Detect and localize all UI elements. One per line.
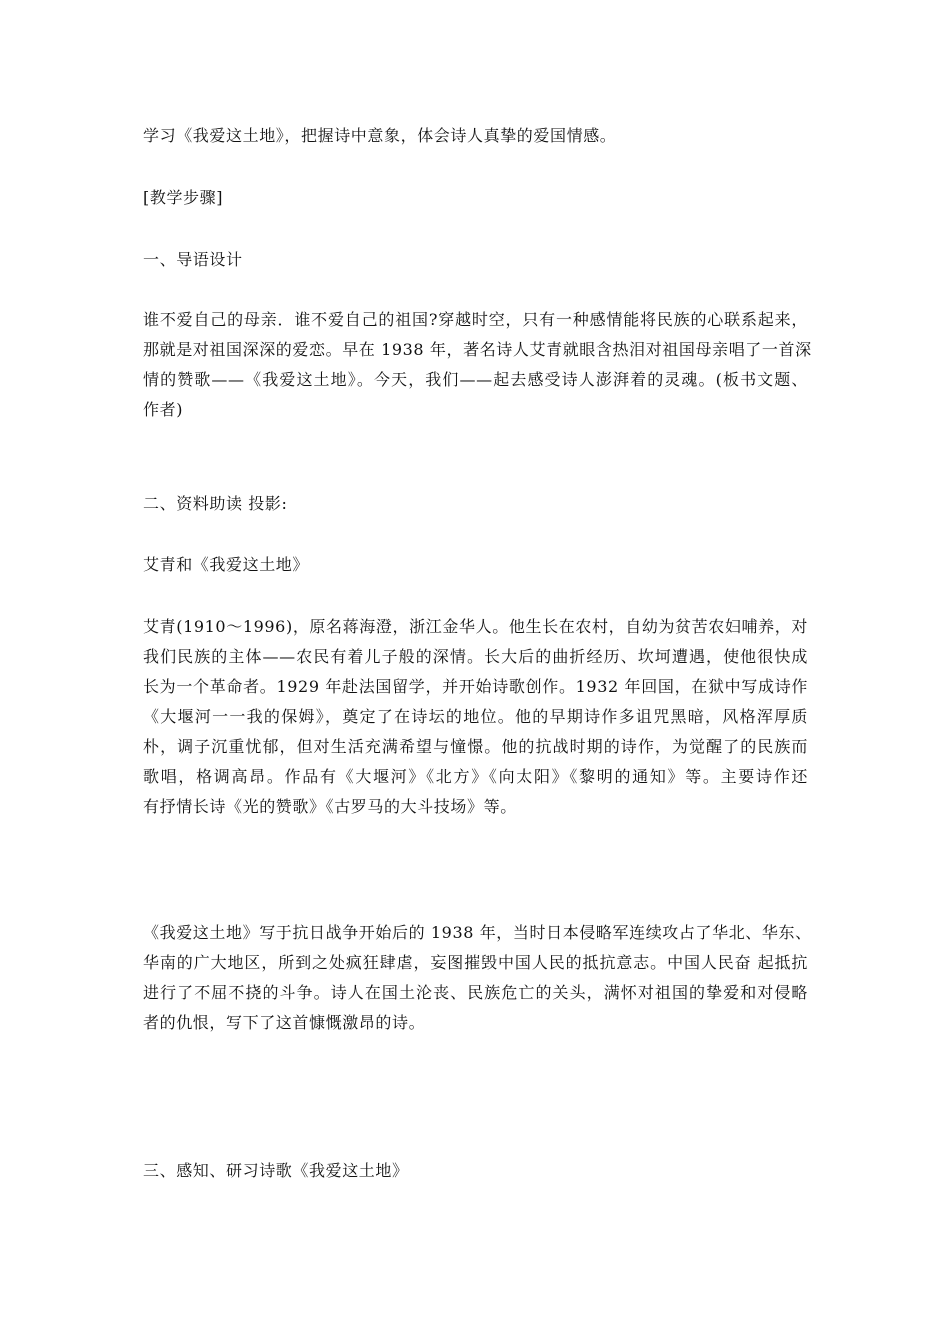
section1-heading: [143, 245, 808, 275]
paragraph-line: 《大堰河一一我的保姆》，奠定了在诗坛的地位。他的早期诗作多诅咒黑暗，风格浑厚质: [143, 707, 808, 726]
steps-heading: [143, 183, 808, 213]
paragraph-line: 长为一个革命者。1929 年赴法国留学，并开始诗歌创作。1932 年回国，在狱中写成诗作: [143, 677, 808, 696]
paragraph-line: 《我爱这土地》写于抗日战争开始后的 1938 年，当时日本侵略军连续攻占了华北、华东、: [143, 923, 812, 942]
author-bio-paragraph: [143, 612, 808, 822]
paragraph-line: 谁不爱自己的母亲．谁不爱自己的祖国?穿越时空，只有一种感情能将民族的心联系起来，: [143, 310, 808, 329]
section2-subheading-text: 艾青和《我爱这土地》: [143, 555, 310, 574]
section2-subheading: [143, 550, 808, 580]
paragraph-line: 我们民族的主体——农民有着儿子般的深情。长大后的曲折经历、坎坷遭遇，使他很快成: [143, 647, 808, 666]
poem-background-paragraph: [143, 918, 812, 1038]
paragraph-line: 有抒情长诗《光的赞歌》《古罗马的大斗技场》等。: [143, 797, 517, 816]
section1-paragraph: [143, 305, 812, 425]
paragraph-line: 作者): [143, 400, 184, 419]
paragraph-line: 歌唱，格调高昂。作品有《大堰河》《北方》《向太阳》《黎明的通知》等。主要诗作还: [143, 767, 808, 786]
paragraph-line: 情的赞歌——《我爱这土地》。今天，我们——起去感受诗人澎湃着的灵魂。(板书文题、: [143, 370, 808, 389]
paragraph-line: 进行了不屈不挠的斗争。诗人在国土沦丧、民族危亡的关头，满怀对祖国的挚爱和对侵略: [143, 983, 808, 1002]
paragraph-line: 艾青(1910～1996)，原名蒋海澄，浙江金华人。他生长在农村，自幼为贫苦农妇哺养，对: [143, 617, 808, 636]
section3-heading: [143, 1156, 808, 1186]
teaching-objective: [143, 121, 808, 151]
paragraph-line: 华南的广大地区，所到之处疯狂肆虐，妄图摧毁中国人民的抵抗意志。中国人民奋 起抵抗: [143, 953, 808, 972]
paragraph-line: 那就是对祖国深深的爱恋。早在 1938 年，著名诗人艾青就眼含热泪对祖国母亲唱了一首深: [143, 340, 812, 359]
objective-text: 学习《我爱这土地》，把握诗中意象，体会诗人真挚的爱国情感。: [143, 126, 617, 145]
section2-heading: [143, 489, 808, 519]
section3-heading-text: 三、感知、研习诗歌《我爱这土地》: [143, 1161, 409, 1180]
steps-heading-text: [教学步骤]: [143, 188, 224, 207]
section2-heading-text: 二、资料助读 投影:: [143, 494, 288, 513]
section1-heading-text: 一、导语设计: [143, 250, 243, 269]
paragraph-line: 者的仇恨，写下了这首慷慨激昂的诗。: [143, 1013, 426, 1032]
paragraph-line: 朴，调子沉重忧郁，但对生活充满希望与憧憬。他的抗战时期的诗作，为觉醒了的民族而: [143, 737, 808, 756]
